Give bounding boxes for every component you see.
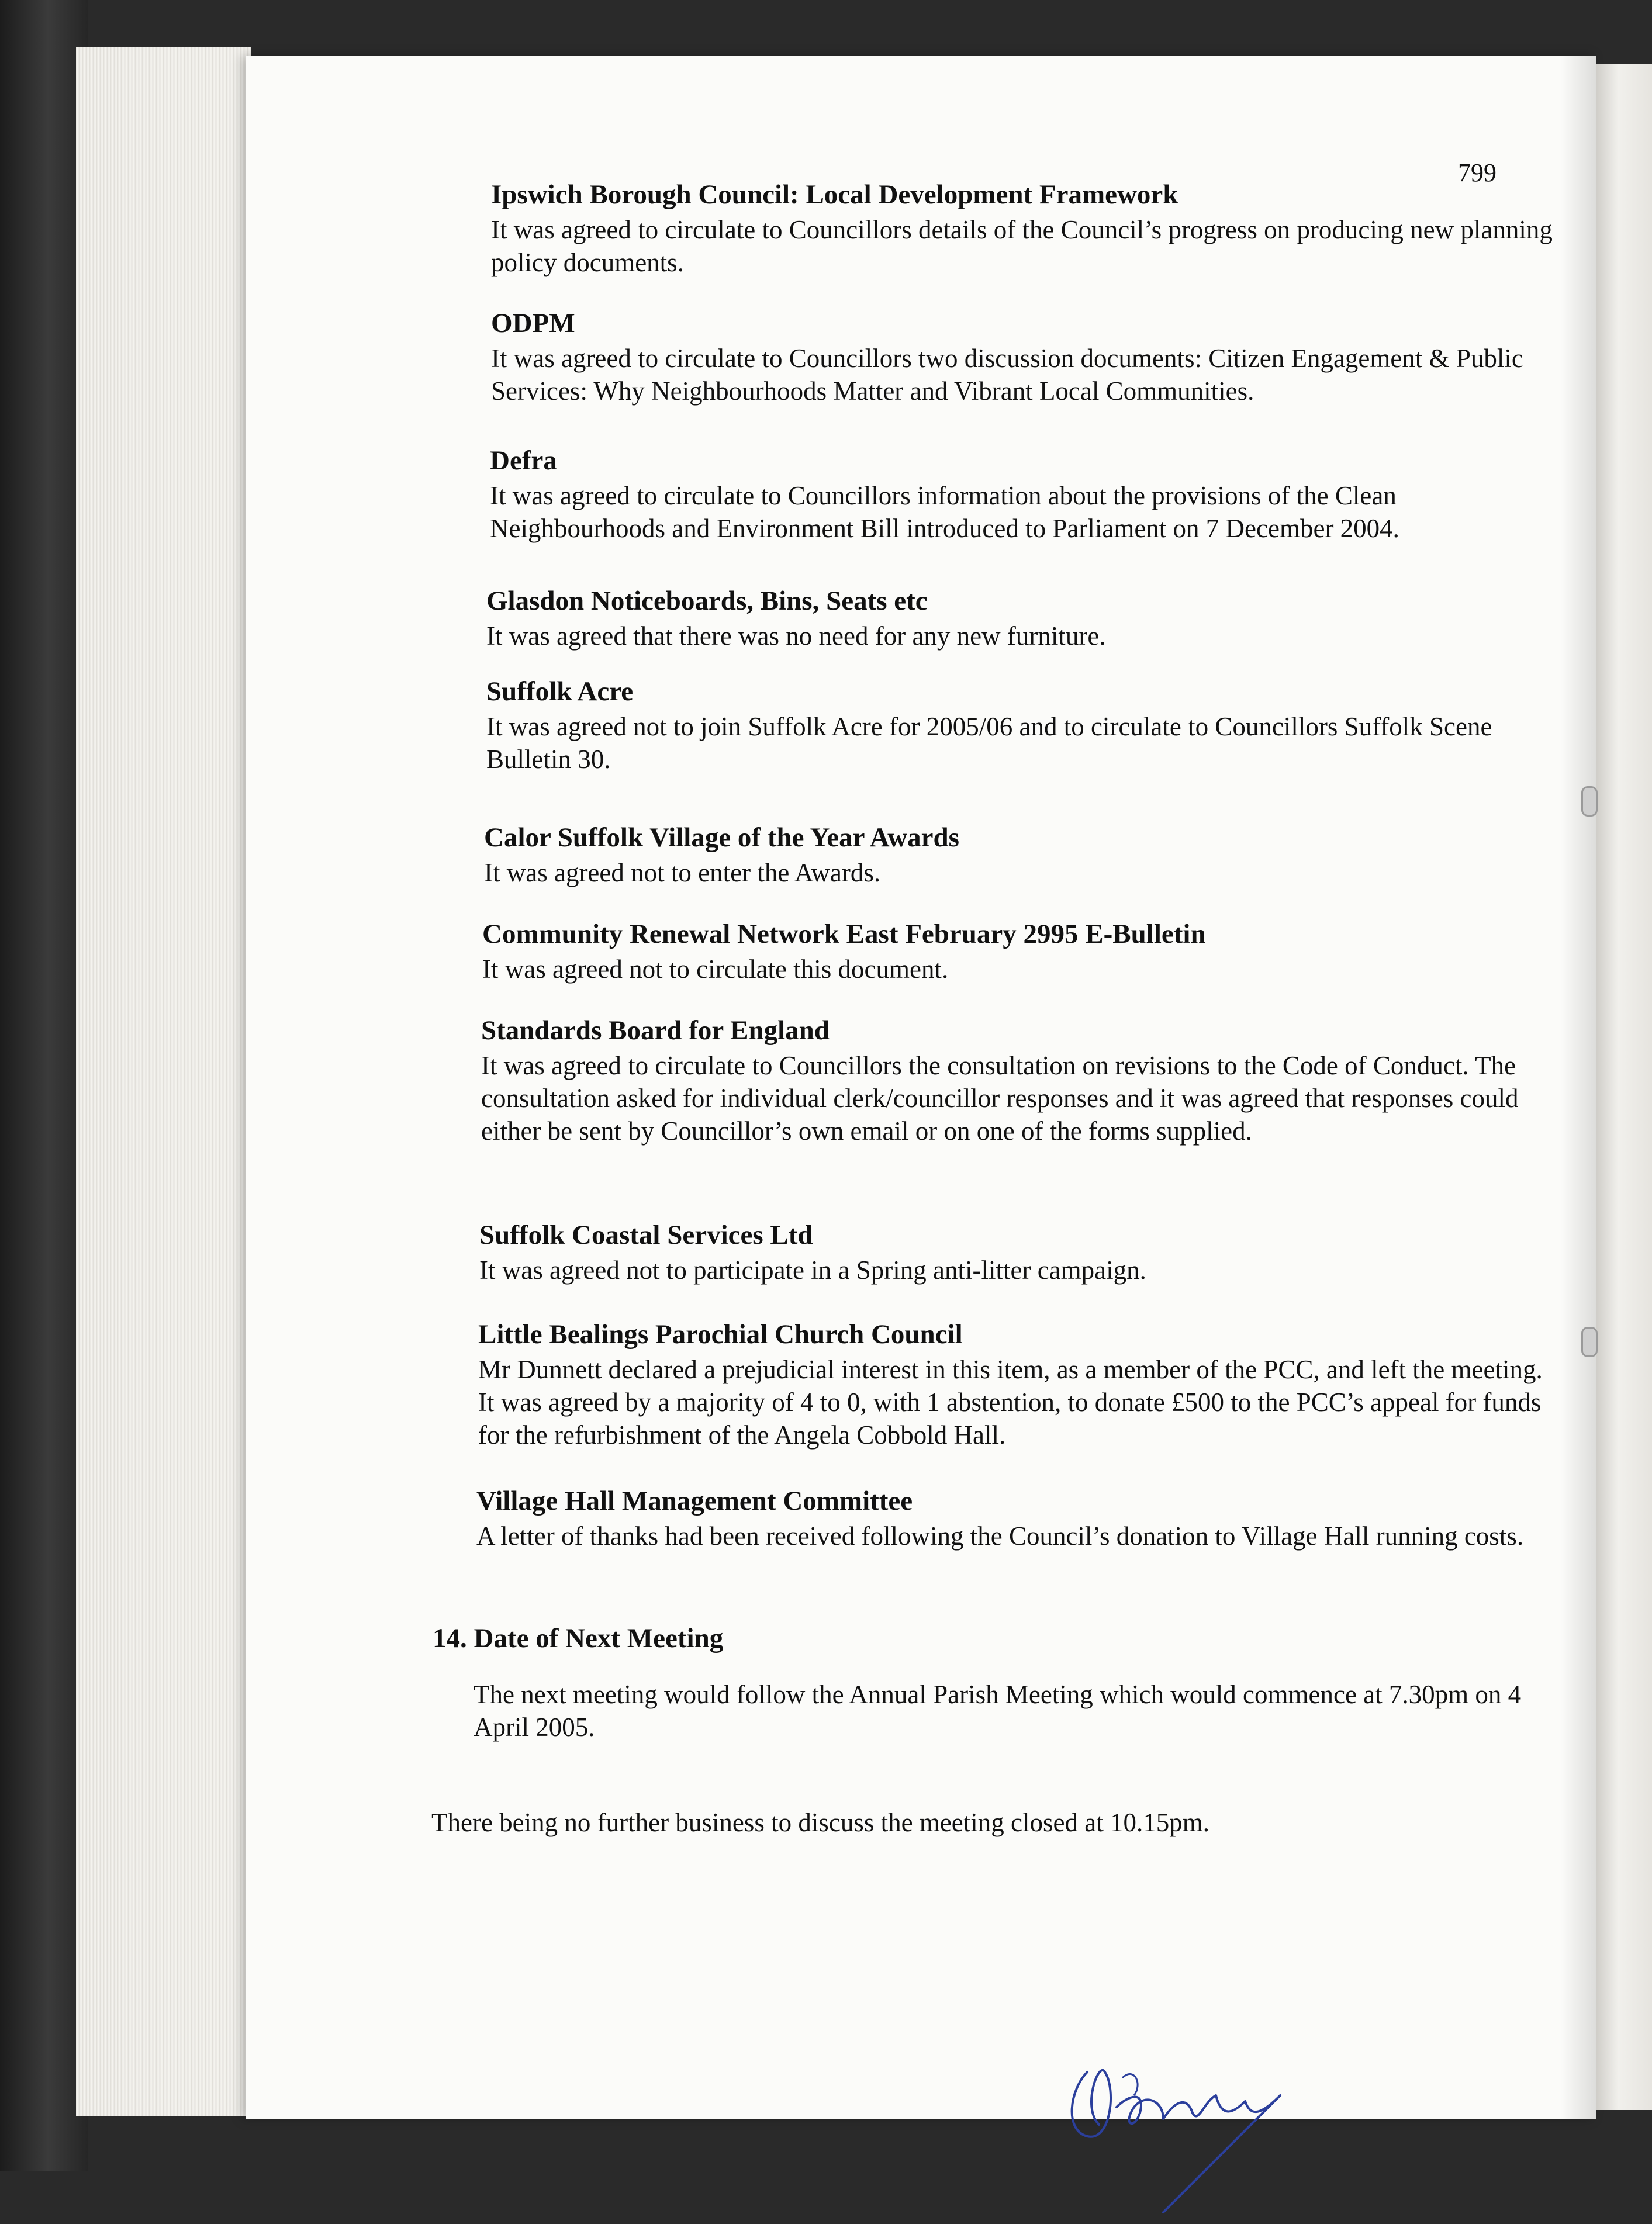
section-body: It was agreed to circulate to Councillors the consultation on revisions to the Code of Conduct. The consultation asked for individual clerk/councillor responses and it was agreed that responses could either be sent by Councillor’s own email or on one of the forms supplied. bbox=[481, 1051, 1519, 1146]
page-number: 799 bbox=[1458, 158, 1497, 187]
section-body: It was agreed not to participate in a Spring anti-litter campaign. bbox=[479, 1255, 1146, 1285]
section-body: It was agreed not to enter the Awards. bbox=[484, 858, 881, 887]
section-title: Community Renewal Network East February 2995 E-Bulletin bbox=[482, 919, 1206, 949]
section-title: Village Hall Management Committee bbox=[476, 1486, 913, 1516]
section-title: Suffolk Acre bbox=[486, 676, 634, 707]
section-title: Defra bbox=[490, 445, 557, 476]
next-page-edge bbox=[1596, 64, 1652, 2110]
section-title: ODPM bbox=[491, 308, 575, 338]
section-community-renewal bbox=[482, 918, 1564, 985]
section-title: Suffolk Coastal Services Ltd bbox=[479, 1220, 813, 1250]
section-body: It was agreed to circulate to Councillors information about the provisions of the Clean Neighbourhoods and Environment Bill introduced to Parliament on 7 December 2004. bbox=[490, 481, 1399, 543]
section-body: It was agreed to circulate to Councillors details of the Council’s progress on producing new planning policy documents. bbox=[491, 215, 1553, 277]
section-standards-board bbox=[481, 1014, 1563, 1147]
section-next-meeting bbox=[433, 1622, 1572, 1744]
section-suffolk-coastal bbox=[479, 1219, 1561, 1286]
section-body: It was agreed not to circulate this document. bbox=[482, 954, 949, 984]
closing-statement: There being no further business to discuss the meeting closed at 10.15pm. bbox=[431, 1808, 1209, 1837]
minutes-content bbox=[246, 56, 1596, 2119]
section-body: Mr Dunnett declared a prejudicial interest in this item, as a member of the PCC, and left the meeting. It was agreed by a majority of 4 to 0, with 1 abstention, to donate £500 to the PCC’s appeal for funds for the refurbishment of the Angela Cobbold Hall. bbox=[478, 1355, 1543, 1450]
signature-icon bbox=[1046, 2037, 1350, 2224]
section-odpm bbox=[491, 307, 1572, 407]
section-title: Ipswich Borough Council: Local Development Framework bbox=[491, 179, 1178, 210]
section-title: Calor Suffolk Village of the Year Awards bbox=[484, 822, 959, 853]
section-body: It was agreed that there was no need for any new furniture. bbox=[486, 621, 1106, 651]
section-suffolk-acre bbox=[486, 675, 1568, 776]
section-body: A letter of thanks had been received following the Council’s donation to Village Hall running costs. bbox=[476, 1521, 1524, 1551]
section-body: It was agreed not to join Suffolk Acre for 2005/06 and to circulate to Councillors Suffolk Scene Bulletin 30. bbox=[486, 712, 1492, 774]
section-body: It was agreed to circulate to Councillors two discussion documents: Citizen Engagement & Public Services: Why Neighbourhoods Matter and Vibrant Local Communities. bbox=[491, 344, 1523, 406]
section-title: Glasdon Noticeboards, Bins, Seats etc bbox=[486, 586, 928, 616]
binder-cover bbox=[0, 0, 88, 2171]
binder-ring bbox=[1581, 1327, 1598, 1357]
binder-ring bbox=[1581, 786, 1598, 817]
document-page bbox=[246, 56, 1596, 2119]
page-stack-edge bbox=[76, 47, 251, 2116]
section-defra bbox=[490, 444, 1571, 545]
section-glasdon bbox=[486, 584, 1568, 652]
section-calor bbox=[484, 821, 1565, 889]
section-little-bealings bbox=[478, 1318, 1560, 1451]
next-meeting-title: 14. Date of Next Meeting bbox=[433, 1623, 724, 1654]
section-title: Standards Board for England bbox=[481, 1015, 830, 1046]
section-ipswich bbox=[491, 178, 1572, 279]
section-title: Little Bealings Parochial Church Council bbox=[478, 1319, 963, 1350]
next-meeting-body: The next meeting would follow the Annual Parish Meeting which would commence at 7.30pm on 4 April 2005. bbox=[474, 1680, 1522, 1742]
section-village-hall bbox=[476, 1485, 1558, 1552]
